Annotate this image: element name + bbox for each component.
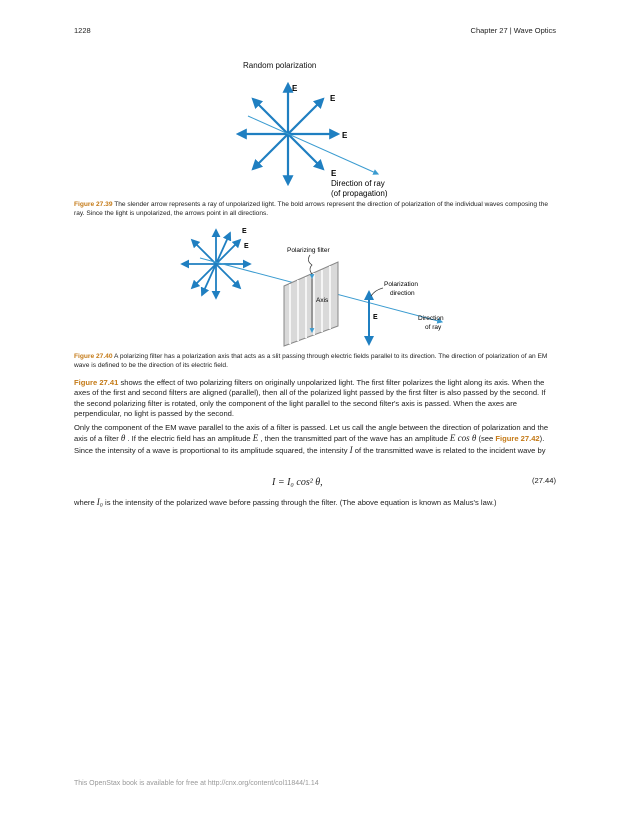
page-number: 1228: [74, 26, 91, 35]
axis-label: Axis: [316, 297, 329, 304]
polarization-label: direction: [390, 290, 415, 297]
figure-random-polarization: [200, 52, 430, 200]
e-label: E: [244, 243, 249, 250]
e-label: E: [373, 314, 378, 321]
figure1-caption: [74, 201, 556, 218]
e-label: E: [330, 94, 336, 103]
paragraph-text: of the transmitted wave is related to the incident wave by: [352, 445, 546, 455]
polarization-label: Polarization: [384, 281, 418, 288]
e-label: E: [242, 228, 247, 235]
figure1-title: Random polarization: [243, 61, 317, 70]
figure2-caption-label: Figure 27.40: [74, 353, 113, 360]
equation-number: (27.44): [531, 476, 556, 485]
figure-link[interactable]: Figure 27.41: [74, 378, 119, 387]
e-label: E: [292, 84, 298, 93]
e-label: E: [331, 169, 337, 178]
paragraph-text: , then the transmitted part of the wave has an amplitude: [258, 434, 450, 444]
paragraph-text: shows the effect of two polarizing filters on originally unpolarized light. The first filter polarizes the light along its axis. When the axes of the first and second filters are aligned (parallel), then all of the polarized light passed by the first filter is also passed by the second. If the second polarizing filter is rotated, only the component of the light parallel to the second filter's axis is passed. When the axes are perpendicular, no light is passed by the second.: [74, 378, 546, 419]
figure-link[interactable]: Figure 27.42: [495, 434, 540, 444]
paragraph-text: ). Since the intensity of a wave is proportional to its amplitude squared, the intensity: [74, 434, 545, 455]
figure1-caption-text: The slender arrow represents a ray of unpolarized light. The bold arrows represent the direction of polarization of the individual waves composing the ray. Since the light is unpolarized, the arrows point in all directions.: [74, 201, 549, 217]
math-i0: I₀: [96, 497, 103, 507]
polarizer-sheet: [284, 262, 338, 346]
filter-label: Polarizing filter: [287, 247, 330, 254]
paragraph-text: . If the electric field has an amplitude: [125, 434, 253, 444]
chapter-title: Chapter 27 | Wave Optics: [470, 26, 556, 35]
math-e-cos-theta: E cos θ: [449, 433, 477, 444]
math-e: E: [252, 433, 259, 444]
ray-direction-label: of ray: [425, 324, 442, 331]
footer: This OpenStax book is available for free at http://cnx.org/content/col11844/1.14: [74, 780, 319, 787]
paragraph-text: where: [74, 498, 97, 507]
paragraph-3: [74, 497, 556, 508]
figure1-caption-label: Figure 27.39: [74, 201, 113, 208]
ray-direction-label: Direction: [418, 315, 444, 322]
paragraph-text: Only the component of the EM wave parallel to the axis of a filter is passed. Let us call the angle between the direction of polarization and the axis of a filter: [74, 423, 549, 444]
figure2-caption-text: A polarizing filter has a polarization axis that acts as a slit passing through electric fields parallel to its direction. The direction of polarization of an EM wave is defined to be the direction of its electric field.: [74, 353, 548, 369]
paragraph-2: [74, 423, 556, 456]
ray-arrow: [248, 116, 378, 174]
paragraph-text: is the intensity of the polarized wave before passing through the filter. (The above equation is known as Malus's law.): [102, 498, 497, 507]
figure-polarizing-filter: [170, 222, 470, 350]
equation: I = I₀ cos² θ,: [272, 477, 323, 488]
ray-label: (of propagation): [331, 189, 388, 198]
math-theta: θ: [120, 433, 126, 444]
figure2-caption: [74, 353, 556, 370]
e-label: E: [342, 131, 348, 140]
ray-label: Direction of ray: [331, 179, 385, 188]
math-i: I: [349, 444, 353, 455]
paragraph-1: [74, 378, 556, 420]
paragraph-text: (see: [476, 434, 496, 444]
